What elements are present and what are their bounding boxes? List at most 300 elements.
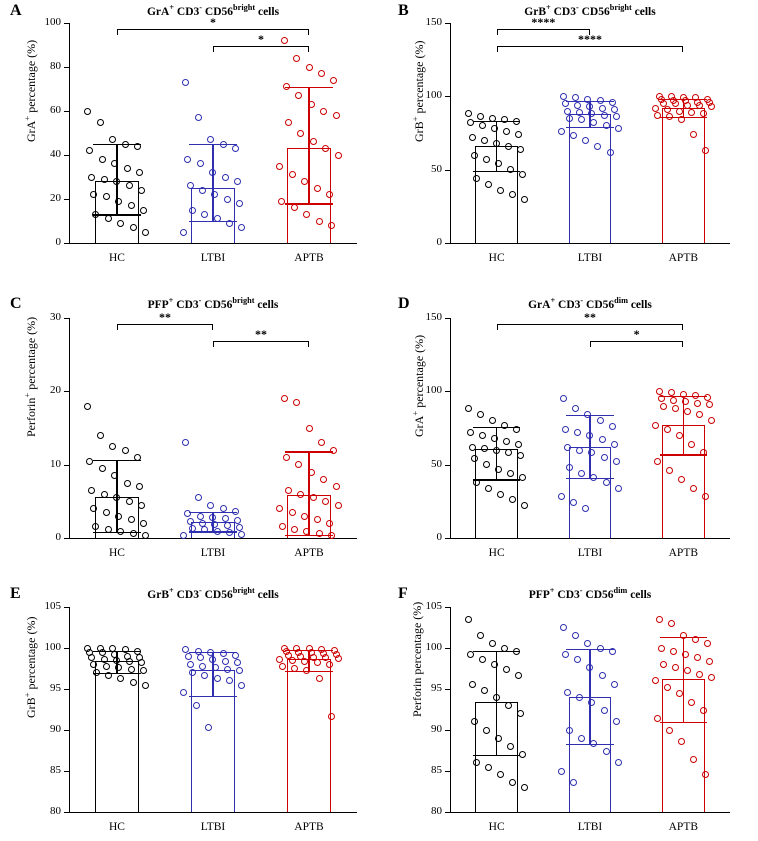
- x-axis-C: [69, 538, 357, 539]
- y-tick-label-D: 150: [425, 311, 442, 323]
- data-point-B-APTB: [702, 147, 709, 154]
- data-point-C-LTBI: [195, 494, 202, 501]
- data-point-A-HC: [124, 165, 131, 172]
- data-point-C-APTB: [289, 509, 296, 516]
- data-point-F-HC: [505, 702, 512, 709]
- y-axis-label-A: GrA+ percentage (%): [22, 39, 38, 142]
- y-tick-label-A: 0: [55, 236, 61, 248]
- data-point-B-LTBI: [586, 103, 593, 110]
- data-point-A-APTB: [322, 145, 329, 152]
- data-point-B-APTB: [664, 106, 671, 113]
- y-tick-E: [64, 730, 69, 731]
- error-cap-C-APTB: [285, 451, 334, 452]
- data-point-D-HC: [503, 438, 510, 445]
- data-point-E-HC: [93, 669, 100, 676]
- significance-bar-C: [213, 341, 309, 347]
- data-point-F-HC: [489, 640, 496, 647]
- data-point-E-LTBI: [222, 658, 229, 665]
- error-bar-D-LTBI: [589, 415, 590, 478]
- data-point-E-LTBI: [212, 664, 219, 671]
- panel-letter-E: E: [10, 585, 21, 602]
- data-point-D-LTBI: [609, 423, 616, 430]
- data-point-A-LTBI: [238, 224, 245, 231]
- data-point-D-LTBI: [603, 479, 610, 486]
- data-point-D-HC: [479, 432, 486, 439]
- data-point-C-HC: [140, 520, 147, 527]
- data-point-D-LTBI: [572, 405, 579, 412]
- data-point-F-APTB: [702, 771, 709, 778]
- x-tick-label-C-APTB: APTB: [294, 547, 324, 559]
- data-point-A-LTBI: [197, 160, 204, 167]
- data-point-E-APTB: [328, 713, 335, 720]
- data-point-F-APTB: [666, 727, 673, 734]
- data-point-E-HC: [130, 679, 137, 686]
- data-point-C-HC: [122, 447, 129, 454]
- y-tick-A: [64, 199, 69, 200]
- data-point-F-HC: [521, 784, 528, 791]
- significance-label-A: *: [210, 15, 216, 29]
- data-point-C-HC: [138, 502, 145, 509]
- data-point-D-LTBI: [611, 441, 618, 448]
- data-point-A-HC: [136, 169, 143, 176]
- y-tick-F: [445, 771, 450, 772]
- data-point-C-HC: [86, 458, 93, 465]
- data-point-A-APTB: [293, 55, 300, 62]
- data-point-A-HC: [115, 198, 122, 205]
- data-point-F-LTBI: [613, 718, 620, 725]
- x-tick-label-A-APTB: APTB: [294, 252, 324, 264]
- data-point-D-APTB: [696, 411, 703, 418]
- data-point-E-LTBI: [220, 650, 227, 657]
- data-point-A-APTB: [295, 92, 302, 99]
- y-tick-label-A: 80: [50, 60, 61, 72]
- data-point-E-APTB: [316, 675, 323, 682]
- data-point-B-HC: [493, 140, 500, 147]
- data-point-A-LTBI: [209, 169, 216, 176]
- data-point-B-LTBI: [599, 105, 606, 112]
- y-tick-C: [64, 538, 69, 539]
- y-axis-label-C: Perforin+ percentage (%): [22, 316, 38, 437]
- data-point-B-HC: [471, 152, 478, 159]
- panel-letter-F: F: [398, 585, 408, 602]
- y-tick-A: [64, 243, 69, 244]
- data-point-F-HC: [481, 687, 488, 694]
- data-point-F-APTB: [668, 620, 675, 627]
- x-tick-label-E-HC: HC: [109, 821, 125, 833]
- data-point-C-LTBI: [220, 505, 227, 512]
- data-point-B-LTBI: [613, 113, 620, 120]
- data-point-B-HC: [515, 131, 522, 138]
- data-point-C-APTB: [297, 491, 304, 498]
- y-tick-A: [64, 67, 69, 68]
- error-cap-F-APTB: [660, 722, 707, 723]
- error-cap-A-HC: [93, 214, 142, 215]
- data-point-D-HC: [497, 491, 504, 498]
- y-tick-label-A: 20: [50, 192, 61, 204]
- data-point-F-HC: [515, 672, 522, 679]
- x-axis-D: [450, 538, 730, 539]
- data-point-E-APTB: [279, 663, 286, 670]
- y-tick-D: [445, 391, 450, 392]
- data-point-D-HC: [481, 445, 488, 452]
- data-point-E-LTBI: [201, 672, 208, 679]
- y-axis-label-D: GrA+ percentage (%): [410, 334, 426, 437]
- data-point-F-HC: [477, 632, 484, 639]
- data-point-E-HC: [126, 658, 133, 665]
- data-point-F-APTB: [684, 667, 691, 674]
- x-tick-label-F-LTBI: LTBI: [577, 821, 603, 833]
- y-tick-C: [64, 391, 69, 392]
- data-point-C-APTB: [279, 523, 286, 530]
- data-point-E-LTBI: [189, 669, 196, 676]
- y-tick-label-A: 40: [50, 148, 61, 160]
- y-axis-A: [69, 23, 70, 243]
- data-point-D-HC: [477, 411, 484, 418]
- data-point-D-HC: [517, 452, 524, 459]
- data-point-B-HC: [497, 187, 504, 194]
- data-point-E-APTB: [276, 656, 283, 663]
- data-point-B-APTB: [684, 102, 691, 109]
- data-point-A-APTB: [314, 185, 321, 192]
- data-point-D-APTB: [676, 432, 683, 439]
- data-point-B-LTBI: [574, 102, 581, 109]
- data-point-F-LTBI: [601, 707, 608, 714]
- data-point-A-LTBI: [187, 182, 194, 189]
- data-point-A-LTBI: [195, 114, 202, 121]
- data-point-F-HC: [507, 743, 514, 750]
- y-tick-F: [445, 730, 450, 731]
- y-tick-B: [445, 170, 450, 171]
- data-point-D-APTB: [660, 403, 667, 410]
- data-point-C-HC: [109, 443, 116, 450]
- data-point-F-LTBI: [578, 735, 585, 742]
- data-point-D-HC: [519, 474, 526, 481]
- data-point-F-APTB: [654, 715, 661, 722]
- data-point-A-HC: [88, 174, 95, 181]
- data-point-B-LTBI: [611, 106, 618, 113]
- y-tick-A: [64, 111, 69, 112]
- data-point-A-APTB: [328, 222, 335, 229]
- data-point-A-HC: [138, 187, 145, 194]
- data-point-C-HC: [126, 498, 133, 505]
- data-point-C-APTB: [326, 520, 333, 527]
- significance-label-D: **: [584, 310, 596, 324]
- data-point-B-LTBI: [601, 112, 608, 119]
- data-point-F-APTB: [706, 658, 713, 665]
- y-tick-E: [64, 689, 69, 690]
- data-point-F-HC: [497, 771, 504, 778]
- panel-title-E: GrB+ CD3- $CD56^{bright}$ cells: [147, 586, 279, 601]
- data-point-C-APTB: [285, 487, 292, 494]
- data-point-F-APTB: [660, 661, 667, 668]
- y-tick-label-C: 10: [50, 457, 61, 470]
- x-tick-label-A-HC: HC: [109, 252, 125, 264]
- panel-title-D: GrA+ CD3- $CD56^{dim}$ cells: [528, 296, 652, 311]
- error-cap-E-LTBI: [189, 696, 238, 697]
- panel-letter-D: D: [398, 295, 410, 312]
- data-point-C-APTB: [295, 461, 302, 468]
- data-point-D-APTB: [654, 458, 661, 465]
- data-point-F-HC: [519, 751, 526, 758]
- data-point-C-HC: [128, 516, 135, 523]
- data-point-B-HC: [491, 125, 498, 132]
- data-point-D-HC: [501, 422, 508, 429]
- x-tick-label-B-APTB: APTB: [668, 252, 699, 264]
- data-point-C-APTB: [293, 399, 300, 406]
- data-point-C-HC: [101, 491, 108, 498]
- data-point-B-HC: [473, 175, 480, 182]
- data-point-B-APTB: [652, 105, 659, 112]
- data-point-D-APTB: [672, 405, 679, 412]
- significance-bar-C: [117, 324, 213, 330]
- data-point-C-LTBI: [189, 525, 196, 532]
- data-point-D-HC: [521, 502, 528, 509]
- data-point-E-APTB: [289, 657, 296, 664]
- data-point-E-HC: [103, 663, 110, 670]
- data-point-F-HC: [465, 616, 472, 623]
- data-point-D-APTB: [678, 476, 685, 483]
- data-point-F-APTB: [688, 699, 695, 706]
- data-point-B-HC: [513, 118, 520, 125]
- error-cap-F-LTBI: [566, 649, 613, 650]
- x-tick-label-E-LTBI: LTBI: [200, 821, 226, 833]
- data-point-D-HC: [465, 405, 472, 412]
- data-point-C-LTBI: [184, 510, 191, 517]
- data-point-F-HC: [469, 681, 476, 688]
- data-point-B-APTB: [672, 100, 679, 107]
- data-point-C-APTB: [333, 483, 340, 490]
- data-point-A-LTBI: [232, 145, 239, 152]
- data-point-C-HC: [99, 465, 106, 472]
- data-point-F-APTB: [680, 632, 687, 639]
- data-point-D-APTB: [682, 398, 689, 405]
- data-point-C-APTB: [291, 526, 298, 533]
- y-tick-D: [445, 465, 450, 466]
- data-point-E-HC: [142, 682, 149, 689]
- y-axis-C: [69, 318, 70, 538]
- y-tick-label-F: 90: [431, 723, 442, 735]
- significance-label-D: *: [633, 327, 640, 341]
- data-point-F-APTB: [694, 654, 701, 661]
- data-point-E-LTBI: [238, 682, 245, 689]
- y-tick-A: [64, 155, 69, 156]
- data-point-D-APTB: [652, 422, 659, 429]
- data-point-F-HC: [483, 727, 490, 734]
- data-point-E-HC: [138, 659, 145, 666]
- significance-label-C: **: [159, 310, 171, 324]
- data-point-E-LTBI: [207, 649, 214, 656]
- data-point-D-LTBI: [613, 458, 620, 465]
- x-tick-label-E-APTB: APTB: [294, 821, 324, 833]
- x-tick-label-D-APTB: APTB: [668, 547, 699, 559]
- data-point-C-HC: [103, 509, 110, 516]
- y-tick-label-B: 0: [436, 236, 442, 248]
- data-point-F-HC: [517, 710, 524, 717]
- y-tick-label-B: 50: [431, 162, 442, 175]
- data-point-D-HC: [473, 479, 480, 486]
- y-tick-F: [445, 648, 450, 649]
- data-point-D-LTBI: [558, 493, 565, 500]
- data-point-F-LTBI: [611, 681, 618, 688]
- data-point-C-LTBI: [224, 522, 231, 529]
- data-point-F-APTB: [700, 707, 707, 714]
- data-point-A-APTB: [330, 77, 337, 84]
- data-point-B-HC: [467, 119, 474, 126]
- y-tick-label-E: 95: [50, 682, 61, 694]
- data-point-F-APTB: [658, 645, 665, 652]
- data-point-C-HC: [124, 480, 131, 487]
- y-axis-E: [69, 607, 70, 812]
- panel-letter-C: C: [10, 295, 22, 312]
- data-point-B-HC: [505, 143, 512, 150]
- data-point-A-LTBI: [236, 200, 243, 207]
- data-point-B-LTBI: [615, 125, 622, 132]
- data-point-B-HC: [519, 171, 526, 178]
- data-point-B-HC: [489, 115, 496, 122]
- data-point-B-APTB: [688, 109, 695, 116]
- significance-bar-A: [213, 46, 309, 52]
- y-tick-F: [445, 607, 450, 608]
- data-point-F-HC: [495, 735, 502, 742]
- data-point-D-APTB: [664, 426, 671, 433]
- data-point-D-HC: [489, 417, 496, 424]
- error-bar-F-LTBI: [589, 649, 590, 744]
- data-point-E-LTBI: [209, 656, 216, 663]
- data-point-A-LTBI: [207, 136, 214, 143]
- data-point-E-LTBI: [224, 666, 231, 673]
- x-axis-A: [69, 243, 357, 244]
- y-tick-D: [445, 538, 450, 539]
- y-tick-label-C: 30: [50, 311, 61, 323]
- data-point-D-APTB: [680, 391, 687, 398]
- data-point-A-HC: [130, 224, 137, 231]
- data-point-D-APTB: [666, 467, 673, 474]
- data-point-D-APTB: [694, 400, 701, 407]
- y-tick-F: [445, 812, 450, 813]
- data-point-A-APTB: [320, 108, 327, 115]
- panel-title-C: PFP+ CD3- $CD56^{bright}$ cells: [147, 296, 279, 311]
- data-point-F-APTB: [678, 738, 685, 745]
- data-point-D-HC: [485, 485, 492, 492]
- data-point-F-LTBI: [609, 648, 616, 655]
- data-point-A-LTBI: [214, 215, 221, 222]
- y-tick-C: [64, 465, 69, 466]
- error-cap-C-APTB: [285, 535, 334, 536]
- data-point-E-APTB: [291, 665, 298, 672]
- data-point-B-LTBI: [609, 99, 616, 106]
- data-point-D-HC: [495, 466, 502, 473]
- x-tick-label-B-HC: HC: [488, 252, 505, 264]
- y-tick-label-E: 105: [44, 600, 61, 612]
- data-point-D-HC: [513, 426, 520, 433]
- data-point-C-APTB: [314, 516, 321, 523]
- significance-bar-B: [497, 46, 684, 52]
- y-tick-E: [64, 771, 69, 772]
- y-tick-label-F: 105: [425, 600, 442, 612]
- x-tick-label-C-HC: HC: [109, 547, 125, 559]
- data-point-C-HC: [134, 454, 141, 461]
- data-point-C-LTBI: [234, 517, 241, 524]
- x-tick-label-F-APTB: APTB: [668, 821, 699, 833]
- data-point-C-HC: [88, 487, 95, 494]
- y-tick-B: [445, 96, 450, 97]
- data-point-F-APTB: [656, 616, 663, 623]
- data-point-D-HC: [507, 470, 514, 477]
- data-point-B-HC: [483, 156, 490, 163]
- data-point-A-APTB: [306, 64, 313, 71]
- data-point-E-LTBI: [187, 661, 194, 668]
- panel-title-F: PFP+ CD3- $CD56^{dim}$ cells: [528, 586, 652, 601]
- data-point-F-APTB: [708, 674, 715, 681]
- data-point-F-HC: [503, 666, 510, 673]
- bar-E-APTB: [287, 659, 331, 812]
- data-point-C-HC: [130, 530, 137, 537]
- data-point-D-HC: [471, 455, 478, 462]
- data-point-D-APTB: [656, 388, 663, 395]
- data-point-C-LTBI: [236, 524, 243, 531]
- data-point-E-LTBI: [197, 654, 204, 661]
- data-point-C-APTB: [308, 469, 315, 476]
- data-point-A-APTB: [310, 138, 317, 145]
- data-point-F-HC: [491, 661, 498, 668]
- y-tick-label-F: 95: [431, 682, 442, 694]
- y-tick-E: [64, 607, 69, 608]
- y-tick-label-D: 100: [425, 384, 442, 397]
- data-point-F-LTBI: [615, 759, 622, 766]
- data-point-F-LTBI: [566, 727, 573, 734]
- data-point-B-LTBI: [562, 100, 569, 107]
- data-point-F-LTBI: [562, 651, 569, 658]
- data-point-F-APTB: [692, 636, 699, 643]
- x-tick-label-F-HC: HC: [488, 821, 505, 833]
- data-point-C-LTBI: [182, 439, 189, 446]
- data-point-C-APTB: [330, 447, 337, 454]
- data-point-D-LTBI: [599, 436, 606, 443]
- data-point-A-APTB: [283, 83, 290, 90]
- x-tick-label-D-LTBI: LTBI: [577, 547, 603, 559]
- data-point-C-HC: [115, 513, 122, 520]
- data-point-E-LTBI: [214, 675, 221, 682]
- y-axis-label-E: GrB+ percentage (%): [22, 616, 38, 718]
- y-axis-label-B: GrB+ percentage (%): [410, 40, 426, 142]
- data-point-D-HC: [491, 435, 498, 442]
- data-point-C-HC: [84, 403, 91, 410]
- data-point-E-LTBI: [185, 653, 192, 660]
- y-axis-F: [450, 607, 451, 812]
- data-point-F-APTB: [704, 640, 711, 647]
- data-point-A-APTB: [276, 163, 283, 170]
- data-point-C-LTBI: [209, 514, 216, 521]
- data-point-A-HC: [122, 141, 129, 148]
- data-point-B-APTB: [676, 108, 683, 115]
- data-point-E-HC: [140, 667, 147, 674]
- data-point-C-APTB: [318, 439, 325, 446]
- data-point-D-APTB: [708, 417, 715, 424]
- data-point-F-LTBI: [574, 656, 581, 663]
- data-point-D-LTBI: [576, 447, 583, 454]
- data-point-B-APTB: [690, 131, 697, 138]
- data-point-B-LTBI: [597, 97, 604, 104]
- data-point-E-LTBI: [193, 702, 200, 709]
- data-point-B-APTB: [654, 112, 661, 119]
- data-point-B-HC: [481, 137, 488, 144]
- data-point-B-LTBI: [603, 122, 610, 129]
- data-point-A-APTB: [335, 152, 342, 159]
- error-cap-E-HC: [93, 673, 142, 674]
- data-point-A-APTB: [297, 130, 304, 137]
- data-point-E-APTB: [326, 661, 333, 668]
- error-bar-A-LTBI: [212, 144, 213, 221]
